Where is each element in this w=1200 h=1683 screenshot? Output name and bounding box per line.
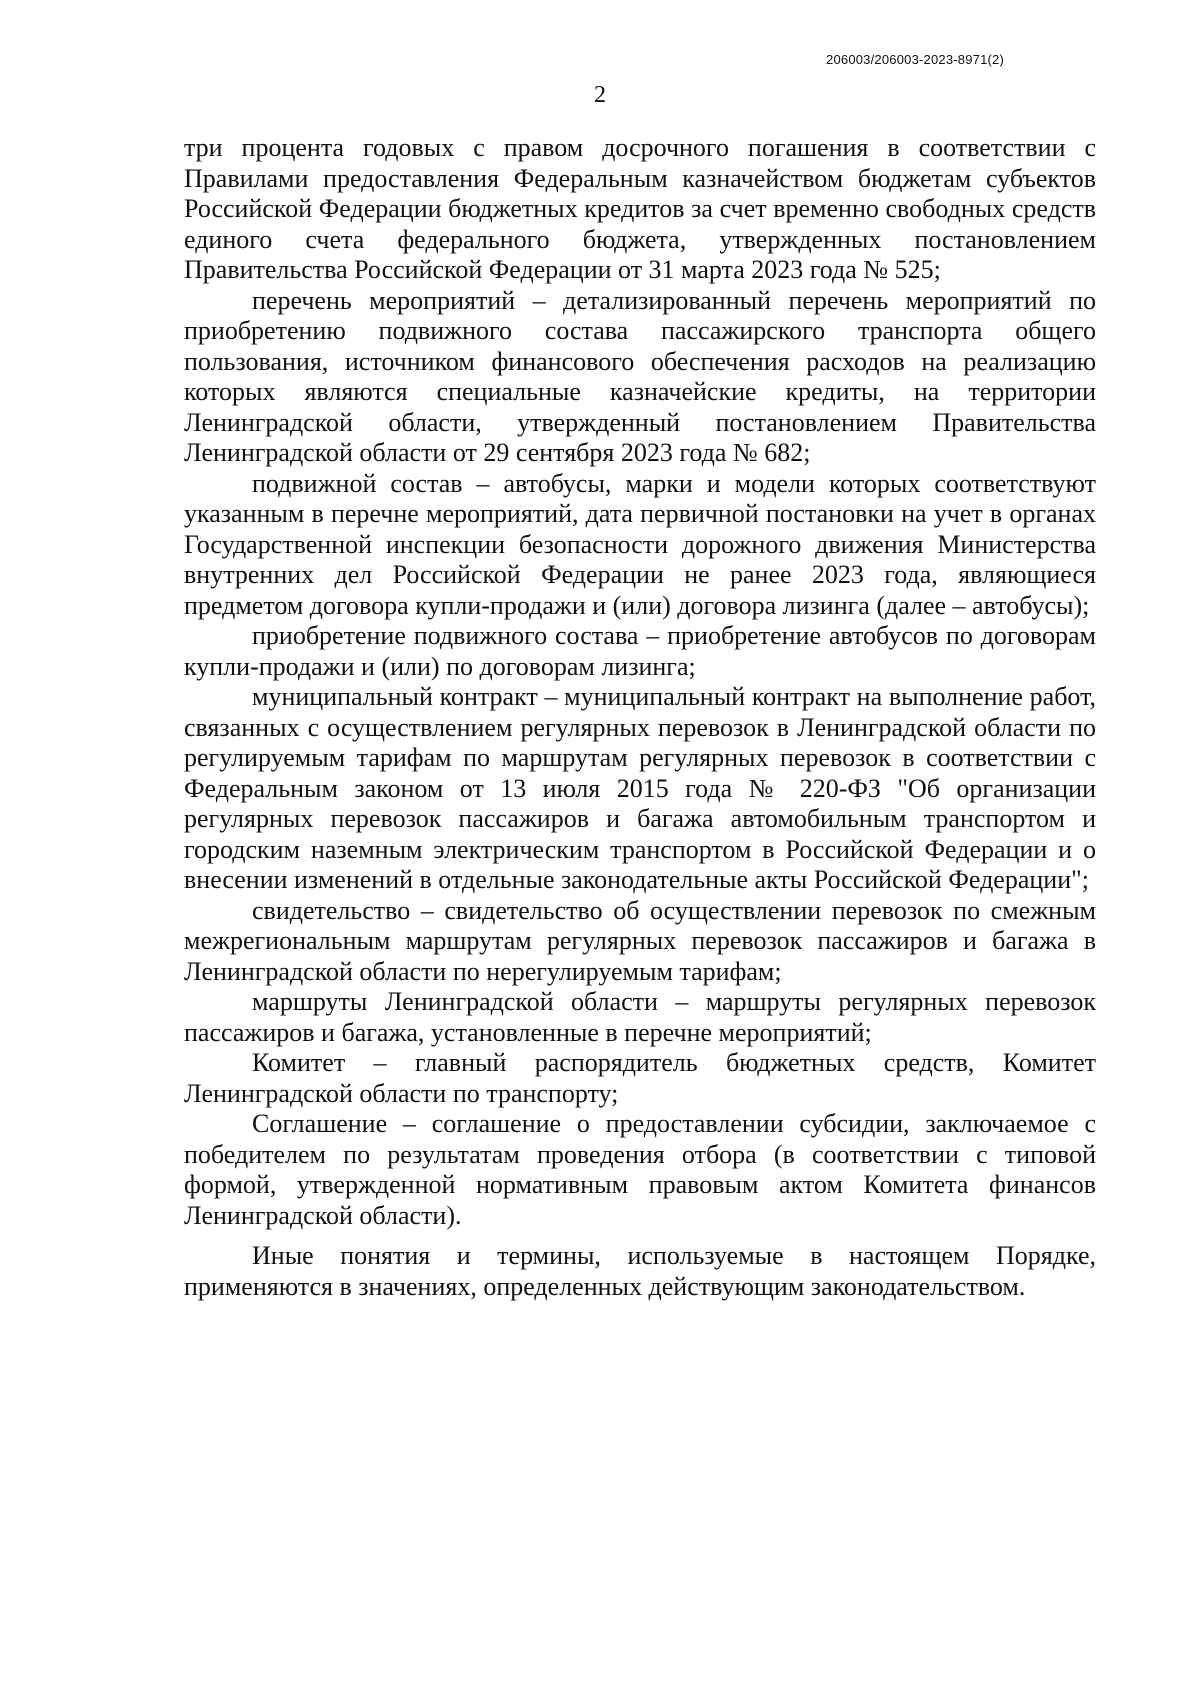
paragraph-definition-committee: Комитет – главный распорядитель бюджетных средств, Комитет Ленинградской области по транспорту; [184,1048,1096,1108]
paragraph-definition-agreement: Соглашение – соглашение о предоставлении субсидии, заключаемое с победителем по результатам проведения отбора (в соответствии с типовой формой, утвержденной нормативным правовым актом Комитета финансов Ленинградской области). [184,1109,1096,1230]
paragraph-definition-rolling-stock: подвижной состав – автобусы, марки и модели которых соответствуют указанным в перечне мероприятий, дата первичной постановки на учет в органах Государственной инспекции безопасности дорожного движения Министерства внутренних дел Российской Федерации не ранее 2023 года, являющиеся предметом договора купли-продажи и (или) договора лизинга (далее – автобусы); [184,468,1096,620]
paragraph-definition-certificate: свидетельство – свидетельство об осуществлении перевозок по смежным межрегиональным маршрутам регулярных перевозок пассажиров и багажа в Ленинградской области по нерегулируемым тарифам; [184,895,1096,986]
paragraph-definition-event-list: перечень мероприятий – детализированный перечень мероприятий по приобретению подвижного состава пассажирского транспорта общего пользования, источником финансового обеспечения расходов на реализацию которых являются специальные казначейские кредиты, на территории Ленинградской области, утвержденный постановлением Правительства Ленинградской области от 29 сентября 2023 года № 682; [184,285,1096,467]
page-number: 2 [594,82,606,108]
paragraph-definition-municipal-contract: муниципальный контракт – муниципальный контракт на выполнение работ, связанных с осуществлением регулярных перевозок в Ленинградской области по регулируемым тарифам по маршрутам регулярных перевозок в соответствии с Федеральным законом от 13 июля 2015 года № 220-ФЗ "Об организации регулярных перевозок пассажиров и багажа автомобильным транспортом и городским наземным электрическим транспортом в Российской Федерации и о внесении изменений в отдельные законодательные акты Российской Федерации"; [184,682,1096,894]
paragraph-definition-acquisition: приобретение подвижного состава – приобретение автобусов по договорам купли-продажи и (или) по договорам лизинга; [184,621,1096,681]
paragraph-definition-routes: маршруты Ленинградской области – маршруты регулярных перевозок пассажиров и багажа, установленные в перечне мероприятий; [184,987,1096,1047]
paragraph-continuation: три процента годовых с правом досрочного погашения в соответствии с Правилами предоставления Федеральным казначейством бюджетам субъектов Российской Федерации бюджетных кредитов за счет временно свободных средств единого счета федерального бюджета, утвержденных постановлением Правительства Российской Федерации от 31 марта 2023 года № 525; [184,133,1096,284]
document-body [184,133,1096,1302]
paragraph-other-terms: Иные понятия и термины, используемые в настоящем Порядке, применяются в значениях, определенных действующим законодательством. [184,1241,1096,1301]
document-registration-number: 206003/206003-2023-8971(2) [826,52,1004,67]
